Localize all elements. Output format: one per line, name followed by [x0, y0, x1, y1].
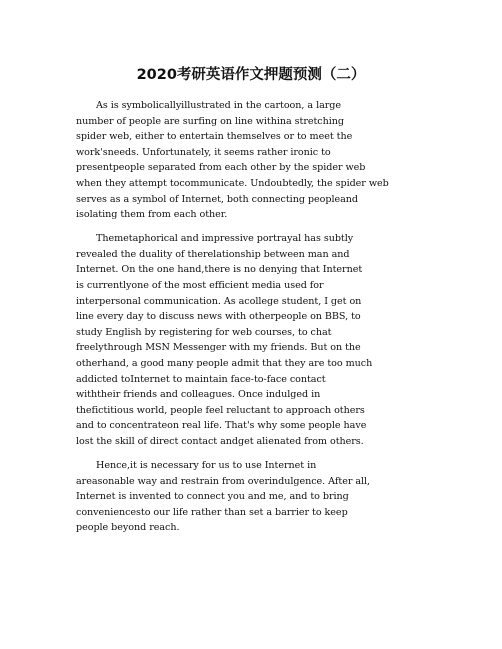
paragraph-line: Internet is invented to connect you and me, and to bring — [76, 491, 349, 503]
paragraph-line: thefictitious world, people feel reluctant to approach others — [76, 404, 365, 416]
paragraph-line: lost the skill of direct contact andget alienated from others. — [76, 435, 364, 447]
paragraph-line: otherhand, a good many people admit that they are too much — [76, 358, 373, 369]
paragraph-line: serves as a symbol of Internet, both connecting peopleand — [76, 193, 358, 205]
paragraph-line: number of people are surfing on line withina stretching — [76, 115, 344, 127]
paragraph-line: spider web, either to entertain themselves or to meet the — [76, 131, 353, 143]
paragraph-line: is currentlyone of the most efficient media used for — [76, 280, 324, 292]
document-title: 2020考研英语作文押题预测（二） — [136, 67, 366, 83]
paragraph-line: conveniencesto our life rather than set a barrier to keep — [76, 506, 348, 518]
paragraph-2 — [76, 231, 432, 449]
paragraph-line: As is symbolicallyillustrated in the cartoon, a large — [96, 100, 342, 111]
paragraph-line: Hence,it is necessary for us to use Internet in — [96, 460, 317, 472]
paragraph-line: areasonable way and restrain from overindulgence. After all, — [76, 475, 371, 487]
paragraph-line: line every day to discuss news with otherpeople on BBS, to — [76, 311, 361, 323]
paragraph-line: isolating them from each other. — [76, 209, 228, 221]
document-body — [76, 98, 432, 545]
paragraph-1 — [76, 98, 432, 223]
paragraph-line: study English by registering for web courses, to chat — [76, 326, 332, 338]
paragraph-line: addicted toInternet to maintain face-to-face contact — [76, 373, 326, 385]
paragraph-line: Themetaphorical and impressive portrayal has subtly — [96, 233, 354, 245]
paragraph-line: and to concentrateon real life. That's why some people have — [76, 420, 367, 432]
paragraph-line: withtheir friends and colleagues. Once indulged in — [76, 389, 321, 401]
paragraph-line: work'sneeds. Unfortunately, it seems rather ironic to — [76, 146, 331, 158]
paragraph-line: people beyond reach. — [76, 522, 180, 534]
paragraph-3 — [76, 458, 432, 536]
paragraph-line: when they attempt tocommunicate. Undoubtedly, the spider web — [76, 177, 389, 189]
paragraph-line: freelythrough MSN Messenger with my friends. But on the — [76, 342, 361, 354]
paragraph-line: Internet. On the one hand,there is no denying that Internet — [76, 264, 363, 276]
paragraph-line: revealed the duality of therelationship between man and — [76, 248, 350, 260]
paragraph-line: presentpeople separated from each other by the spider web — [76, 162, 366, 174]
paragraph-line: interpersonal communication. As acollege student, I get on — [76, 295, 362, 307]
